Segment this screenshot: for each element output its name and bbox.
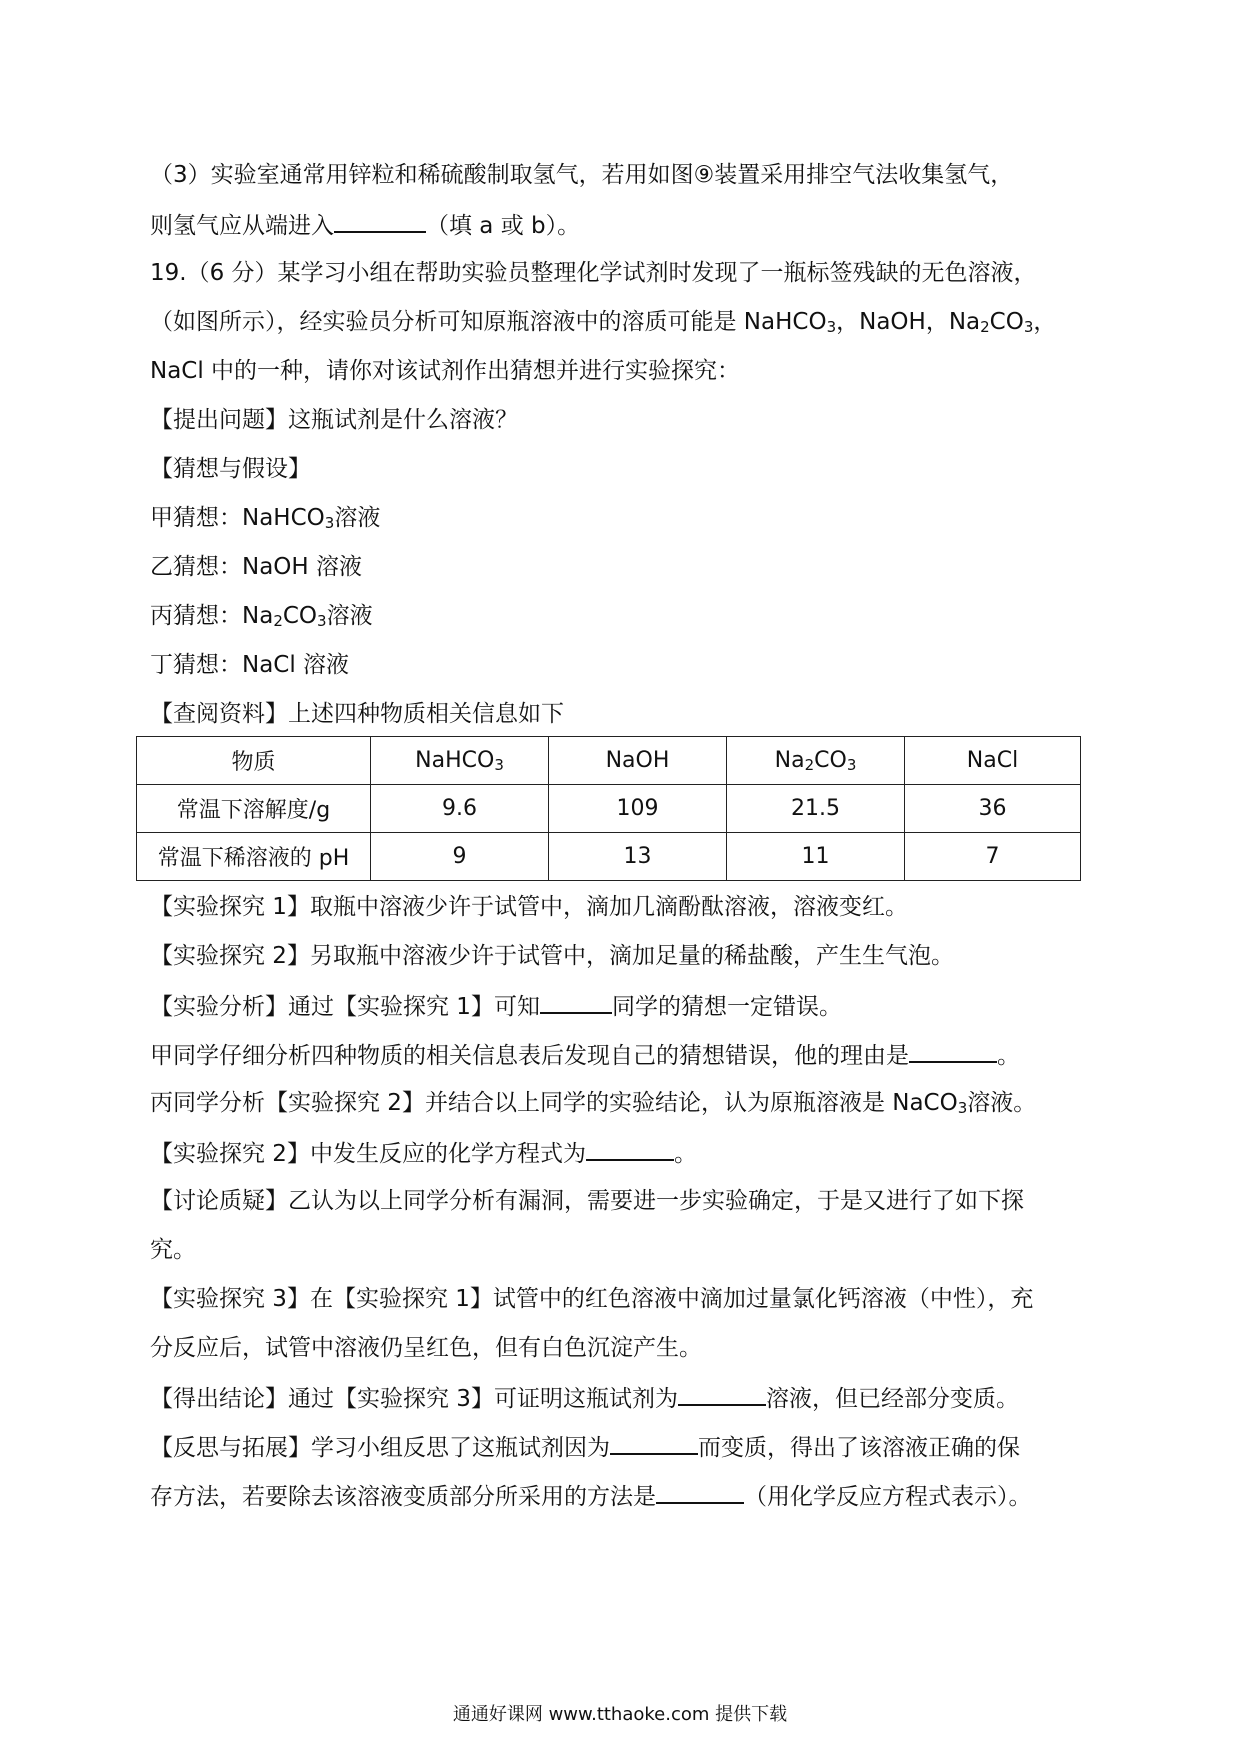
- q3-text-1: （3）实验室通常用锌粒和稀硫酸制取氢气，若用如图⑨装置采用排空气法收集氢气，: [150, 162, 1014, 188]
- reference-text: 【查阅资料】上述四种物质相关信息如下: [150, 701, 564, 727]
- guess-yi: [150, 552, 362, 582]
- guess-jia: [150, 503, 380, 533]
- exp3-line1: [150, 1284, 1033, 1314]
- answer-blank-wrong-student[interactable]: [540, 990, 612, 1014]
- guess-jia-post: 溶液: [334, 505, 381, 531]
- question-line: [150, 405, 518, 435]
- guess-jia-sub: 3: [324, 514, 335, 532]
- reference-line: [150, 699, 564, 729]
- row-solubility-label: 常温下溶解度/g: [137, 785, 371, 833]
- guess-bing-mid: CO: [282, 603, 318, 629]
- q19-text-2a: （如图所示），经实验员分析可知原瓶溶液中的溶质可能是 NaHCO: [150, 309, 827, 335]
- q19-line2: [150, 307, 1056, 337]
- table-cell: 109: [549, 785, 727, 833]
- bing-analysis-pre: 丙同学分析【实验探究 2】并结合以上同学的实验结论，认为原瓶溶液是 NaCO: [150, 1090, 958, 1116]
- exp2-line: [150, 941, 954, 971]
- guess-bing-sub3: 3: [317, 612, 327, 630]
- table-cell: 9.6: [371, 785, 549, 833]
- reflection-line2: [150, 1480, 1032, 1512]
- table-cell: 36: [905, 785, 1081, 833]
- discussion-text-2: 究。: [150, 1237, 196, 1263]
- q3-text-3: （填 a 或 b）。: [426, 213, 581, 239]
- guess-yi-text: 乙猜想：NaOH 溶液: [150, 554, 363, 580]
- equation-post: 。: [673, 1141, 697, 1167]
- guess-ding: [150, 650, 349, 680]
- footer-credit: 通通好课网 www.tthaoke.com 提供下载: [452, 1704, 788, 1725]
- nahco3-sub: 3: [494, 756, 504, 774]
- equation-line: [150, 1137, 697, 1169]
- conclusion-pre: 【得出结论】通过【实验探究 3】可证明这瓶试剂为: [150, 1386, 678, 1412]
- answer-blank-reagent[interactable]: [678, 1382, 766, 1406]
- analysis-line: [150, 990, 842, 1022]
- exp1-line: [150, 892, 908, 922]
- conclusion-post: 溶液，但已经部分变质。: [765, 1386, 1019, 1412]
- answer-blank-method[interactable]: [656, 1480, 744, 1504]
- substance-info-table: [136, 736, 1081, 881]
- table-header-naoh: NaOH: [549, 737, 727, 785]
- reflection-line1: [150, 1431, 1020, 1463]
- exp3-text-2: 分反应后，试管中溶液仍呈红色，但有白色沉淀产生。: [150, 1335, 702, 1361]
- table-header-label: 物质: [137, 737, 371, 785]
- table-header-nacl: NaCl: [905, 737, 1081, 785]
- reflection-pre: 【反思与拓展】学习小组反思了这瓶试剂因为: [150, 1435, 610, 1461]
- q19-text-3: NaCl 中的一种，请你对该试剂作出猜想并进行实验探究：: [150, 358, 741, 384]
- guess-bing-text: 丙猜想：Na: [150, 603, 274, 629]
- question-text: 【提出问题】这瓶试剂是什么溶液？: [150, 407, 518, 433]
- reflection-post: 而变质，得出了该溶液正确的保: [698, 1435, 1020, 1461]
- q19-line1: [150, 258, 1037, 288]
- answer-blank-reason[interactable]: [909, 1039, 997, 1063]
- q19-text-2d: ，: [1033, 309, 1057, 335]
- q19-sub-2: 2: [980, 318, 990, 336]
- reflection-line2-post: （用化学反应方程式表示）。: [744, 1484, 1032, 1510]
- guess-bing: [150, 601, 373, 631]
- na2co3-label-a: Na: [774, 748, 805, 773]
- table-cell: 7: [905, 833, 1081, 881]
- q3-text-2: 则氢气应从端进入: [150, 213, 334, 239]
- hypothesis-heading-text: 【猜想与假设】: [150, 456, 311, 482]
- table-header-row: [137, 737, 1081, 785]
- bing-analysis-post: 溶液。: [967, 1090, 1037, 1116]
- q19-text-2b: ，NaOH，Na: [836, 309, 981, 335]
- nahco3-label: NaHCO: [415, 748, 495, 773]
- table-row: [137, 833, 1081, 881]
- bing-analysis-sub: 3: [957, 1099, 968, 1117]
- guess-bing-sub2: 2: [273, 612, 283, 630]
- table-row: [137, 785, 1081, 833]
- exp3-text-1: 【实验探究 3】在【实验探究 1】试管中的红色溶液中滴加过量氯化钙溶液（中性），充: [150, 1286, 1034, 1312]
- q19-text-2c: CO: [989, 309, 1024, 335]
- exp2-text: 【实验探究 2】另取瓶中溶液少许于试管中，滴加足量的稀盐酸，产生生气泡。: [150, 943, 954, 969]
- q3-line2: [150, 209, 580, 241]
- guess-jia-text: 甲猜想：NaHCO: [150, 505, 325, 531]
- na2co3-sub2: 2: [804, 756, 815, 774]
- table-cell: 9: [371, 833, 549, 881]
- jia-reason-line: [150, 1039, 1020, 1071]
- hypothesis-heading: [150, 454, 311, 484]
- conclusion-line: [150, 1382, 1019, 1414]
- bing-analysis-line: [150, 1088, 1036, 1118]
- table-cell: 13: [549, 833, 727, 881]
- equation-pre: 【实验探究 2】中发生反应的化学方程式为: [150, 1141, 586, 1167]
- q19-text-1: 19.（6 分）某学习小组在帮助实验员整理化学试剂时发现了一瓶标签残缺的无色溶液，: [150, 260, 1037, 286]
- answer-blank-cause[interactable]: [610, 1431, 698, 1455]
- na2co3-sub3: 3: [846, 756, 857, 774]
- table-header-na2co3: [727, 737, 905, 785]
- answer-blank-equation[interactable]: [586, 1137, 674, 1161]
- discussion-text-1: 【讨论质疑】乙认为以上同学分析有漏洞，需要进一步实验确定，于是又进行了如下探: [150, 1188, 1024, 1214]
- table-cell: 21.5: [727, 785, 905, 833]
- q19-line3: [150, 356, 740, 386]
- discussion-line2: [150, 1235, 196, 1265]
- table-header-nahco3: [371, 737, 549, 785]
- jia-reason-pre: 甲同学仔细分析四种物质的相关信息表后发现自己的猜想错误，他的理由是: [150, 1043, 909, 1069]
- guess-ding-text: 丁猜想：NaCl 溶液: [150, 652, 350, 678]
- analysis-pre: 【实验分析】通过【实验探究 1】可知: [150, 994, 540, 1020]
- table-cell: 11: [727, 833, 905, 881]
- analysis-post: 同学的猜想一定错误。: [611, 994, 842, 1020]
- na2co3-label-b: CO: [814, 748, 847, 773]
- exp1-text: 【实验探究 1】取瓶中溶液少许于试管中，滴加几滴酚酞溶液，溶液变红。: [150, 894, 908, 920]
- q19-sub-3a: 3: [826, 318, 837, 336]
- answer-blank-a-or-b[interactable]: [334, 209, 426, 233]
- q3-line1: [150, 160, 1013, 190]
- jia-reason-post: 。: [997, 1043, 1020, 1069]
- exp3-line2: [150, 1333, 702, 1363]
- guess-bing-post: 溶液: [326, 603, 373, 629]
- reflection-line2-pre: 存方法，若要除去该溶液变质部分所采用的方法是: [150, 1484, 656, 1510]
- discussion-line1: [150, 1186, 1024, 1216]
- row-ph-label: 常温下稀溶液的 pH: [137, 833, 371, 881]
- q19-sub-3b: 3: [1023, 318, 1034, 336]
